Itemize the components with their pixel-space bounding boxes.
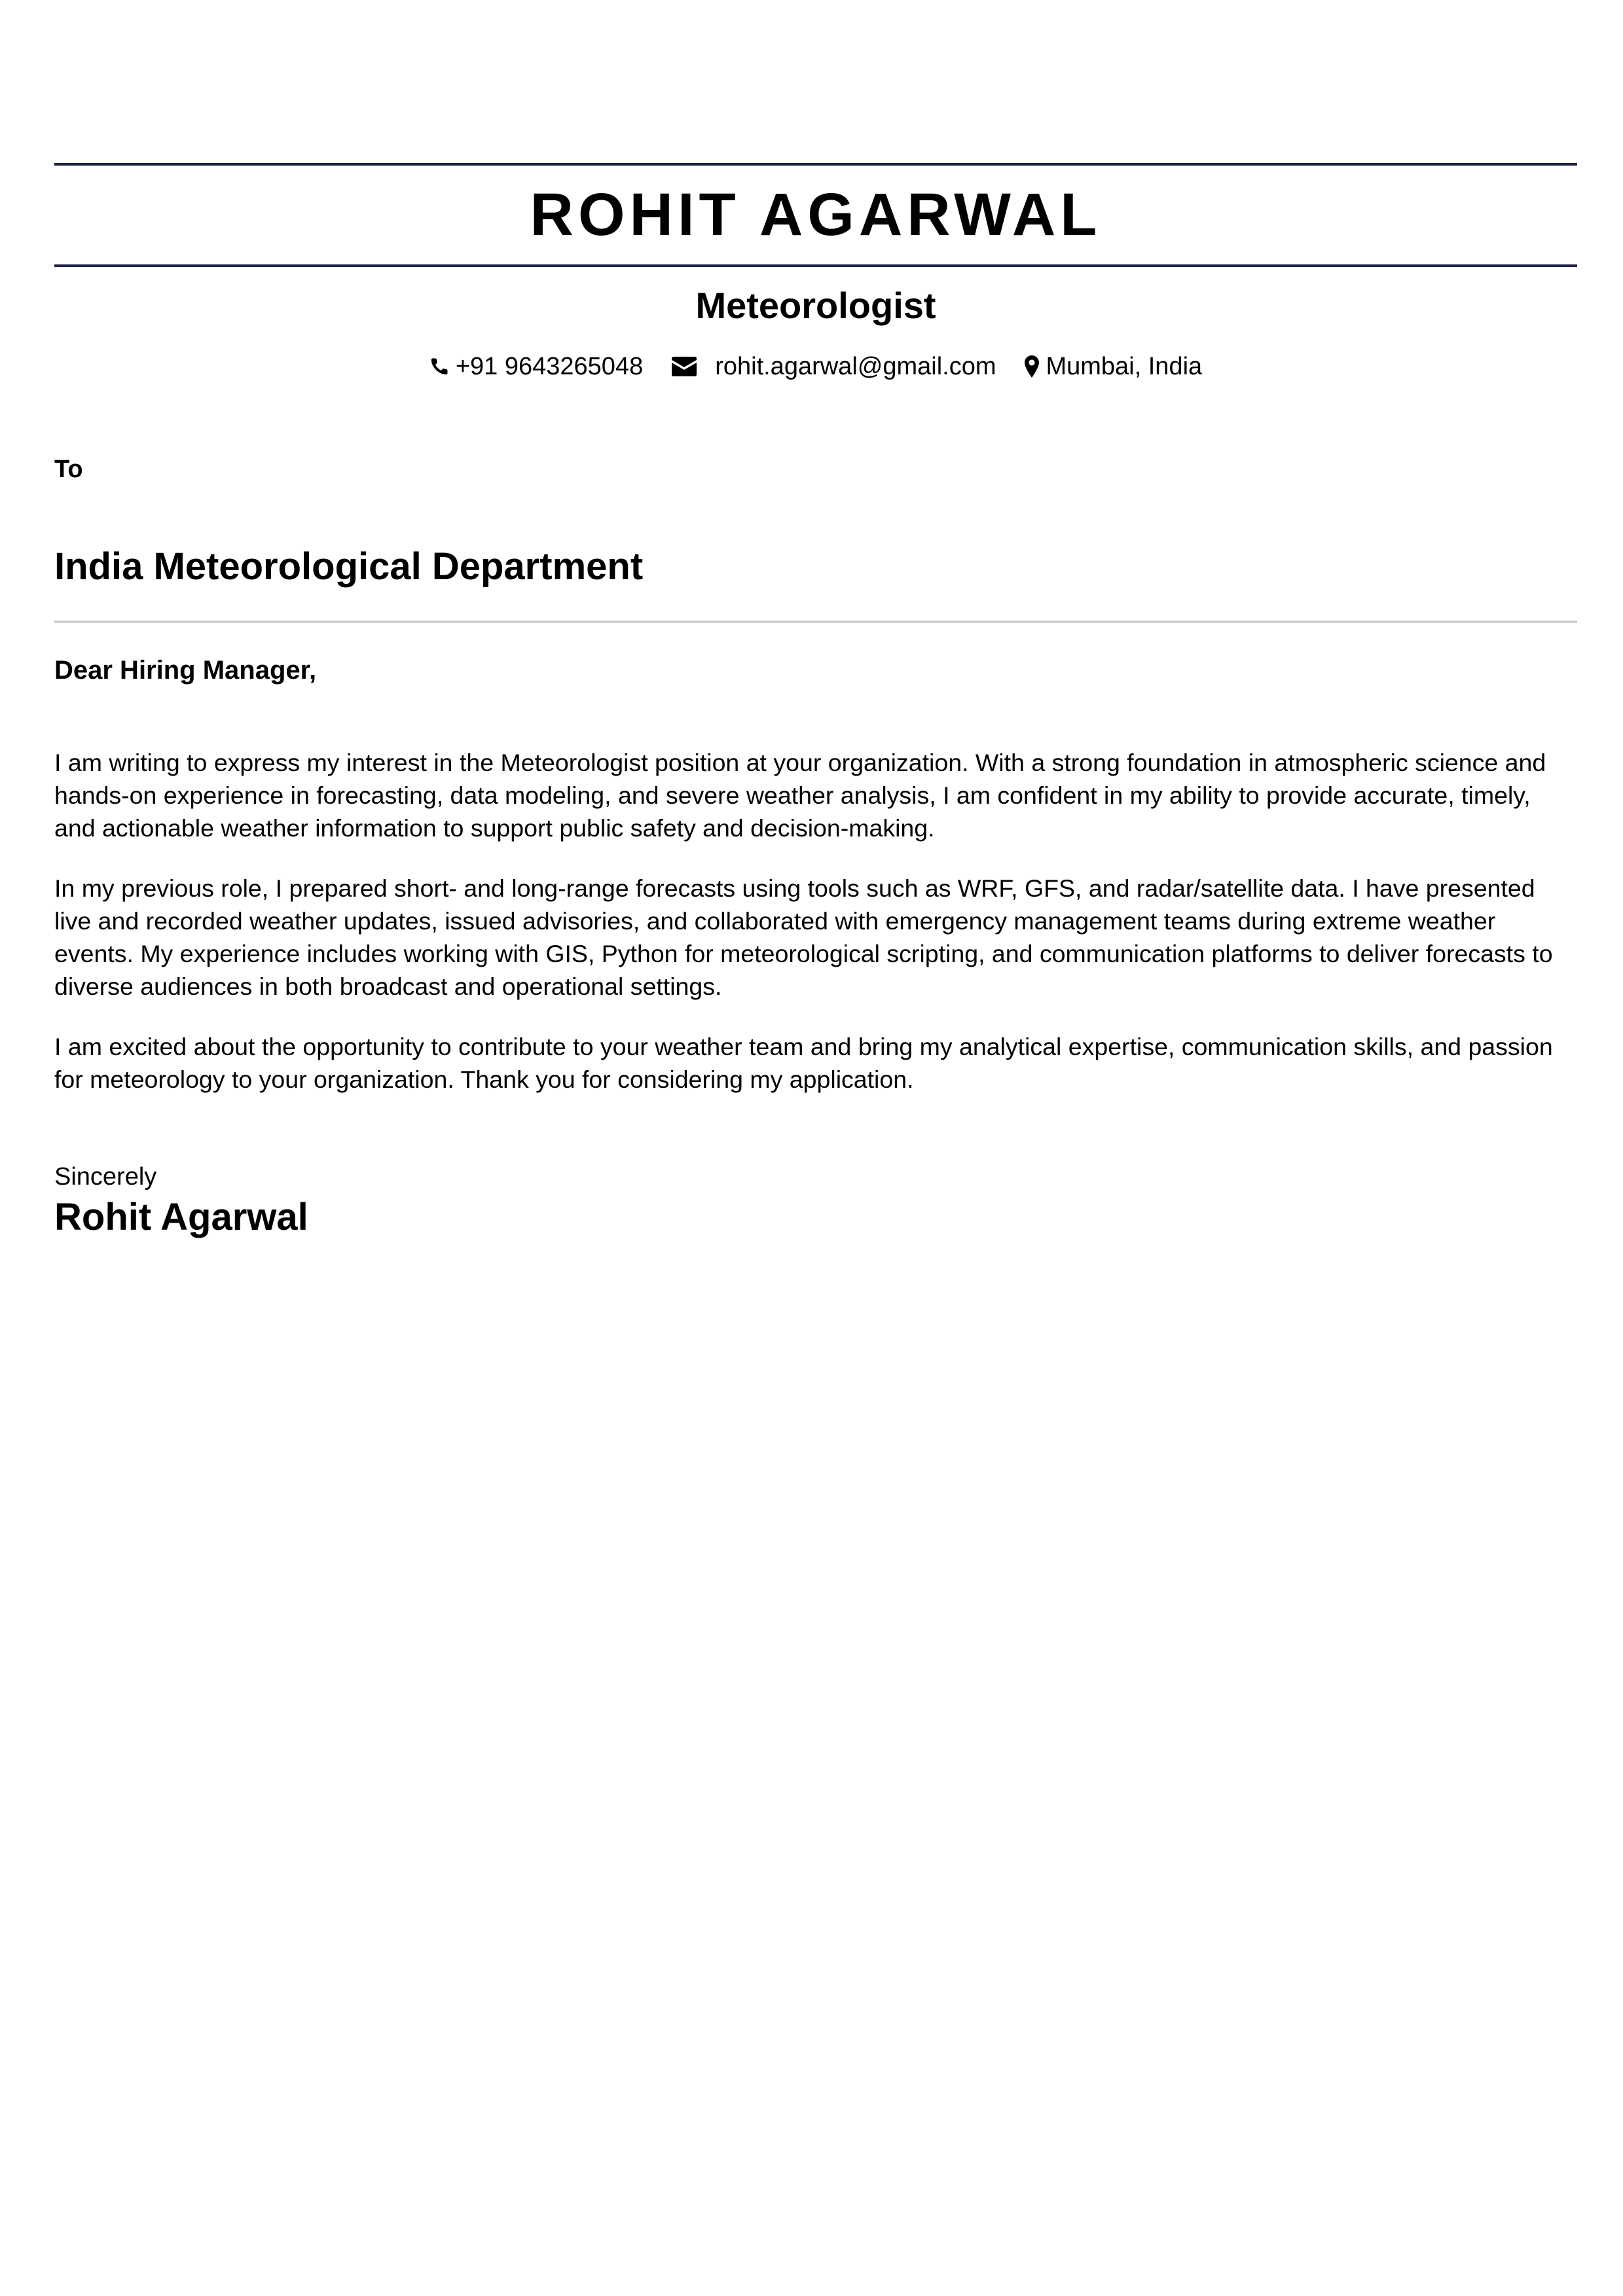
location-text: Mumbai, India — [1046, 353, 1203, 380]
contact-location[interactable] — [1025, 350, 1202, 383]
header-bottom-rule — [54, 264, 1577, 267]
email-text: rohit.agarwal@gmail.com — [715, 353, 996, 380]
section-divider — [54, 620, 1577, 623]
phone-text: +91 9643265048 — [455, 353, 644, 380]
envelope-icon — [672, 357, 697, 376]
signature-name: Rohit Agarwal — [54, 1196, 308, 1238]
applicant-name: ROHIT AGARWAL — [530, 181, 1102, 248]
contact-email[interactable] — [672, 350, 996, 383]
map-marker-icon — [1025, 355, 1039, 378]
phone-icon — [429, 356, 449, 377]
job-title: Meteorologist — [695, 285, 936, 326]
contact-phone[interactable] — [429, 350, 643, 383]
to-label: To — [54, 456, 83, 483]
letter-body — [54, 746, 1577, 1123]
closing: Sincerely — [54, 1163, 157, 1191]
body-paragraph: In my previous role, I prepared short- and long-range forecasts using tools such as WRF, GFS, and radar/satellite data. I have presented live and recorded weather updates, issued advisories, and collaborated with emergency management teams during extreme weather events. My experience includes working with GIS, Python for meteorological scripting, and communication platforms to deliver forecasts to diverse audiences in both broadcast and operational settings. — [54, 874, 1553, 1000]
body-paragraph: I am excited about the opportunity to contribute to your weather team and bring my analytical expertise, communication skills, and passion for meteorology to your organization. Thank you for considering my application. — [54, 1033, 1553, 1093]
header-top-rule — [54, 163, 1577, 166]
body-paragraph: I am writing to express my interest in the Meteorologist position at your organization. With a strong foundation in atmospheric science and hands-on experience in forecasting, data modeling, and severe weather analysis, I am confident in my ability to provide accurate, timely, and actionable weather information to support public safety and decision-making. — [54, 749, 1546, 842]
contact-bar — [54, 350, 1577, 383]
recipient-organization: India Meteorological Department — [54, 545, 644, 588]
salutation: Dear Hiring Manager, — [54, 656, 317, 685]
